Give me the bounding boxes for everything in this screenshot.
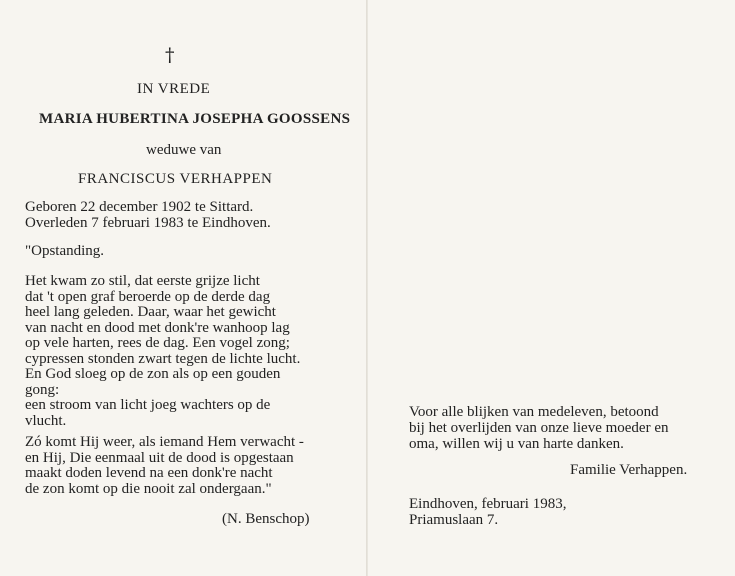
poem-line: vlucht. [25,412,67,429]
poem-line: heel lang geleden. Daar, waar het gewicht [25,304,276,320]
poem-line: de zon komt op die nooit zal ondergaan." [25,480,272,497]
thanks-message [409,404,668,452]
place-date: Eindhoven, februari 1983, [409,496,567,512]
poem-line: en Hij, Die eenmaal uit de dood is opgestaan [25,449,294,466]
poem-stanza-1 [25,274,300,429]
family-signature: Familie Verhappen. [570,462,688,478]
birth-line: Geboren 22 december 1902 te Sittard. [25,199,254,215]
poem-line: cypressen stonden zwart tegen de lichte lucht. [25,350,301,367]
street-address: Priamuslaan 7. [409,512,499,528]
poem-line: maakt doden levend na een donk're nacht [25,465,273,481]
right-panel [368,0,735,576]
poem-line: Het kwam zo stil, dat eerste grijze licht [25,273,260,289]
poet-credit: (N. Benschop) [222,511,310,527]
poem-line: op vele harten, rees de dag. Een vogel zong; [25,335,290,351]
thanks-line: bij het overlijden van onze lieve moeder en [409,420,669,436]
poem-line: een stroom van licht joeg wachters op de [25,397,271,413]
poem-line: gong: [25,381,60,398]
left-panel [0,0,366,576]
poem-line: Zó komt Hij weer, als iemand Hem verwacht - [25,434,304,450]
poem-title: "Opstanding. [25,243,105,259]
poem-line: En God sloeg op de zon als op een gouden [25,366,281,382]
cross-icon: † [165,44,175,66]
poem-line: dat 't open graf beroerde op de derde dag [25,288,271,305]
thanks-line: oma, willen wij u van harte danken. [409,436,624,452]
husband-name: FRANCISCUS VERHAPPEN [78,171,273,187]
life-dates [25,199,271,231]
death-line: Overleden 7 februari 1983 te Eindhoven. [25,215,271,231]
heading-in-vrede: IN VREDE [137,81,211,97]
address-block [409,496,566,528]
deceased-name: MARIA HUBERTINA JOSEPHA GOOSSENS [39,111,351,127]
relation-text: weduwe van [146,142,222,158]
poem-stanza-2 [25,435,304,497]
thanks-line: Voor alle blijken van medeleven, betoond [409,404,659,420]
poem-line: van nacht en dood met donk're wanhoop lag [25,319,290,336]
